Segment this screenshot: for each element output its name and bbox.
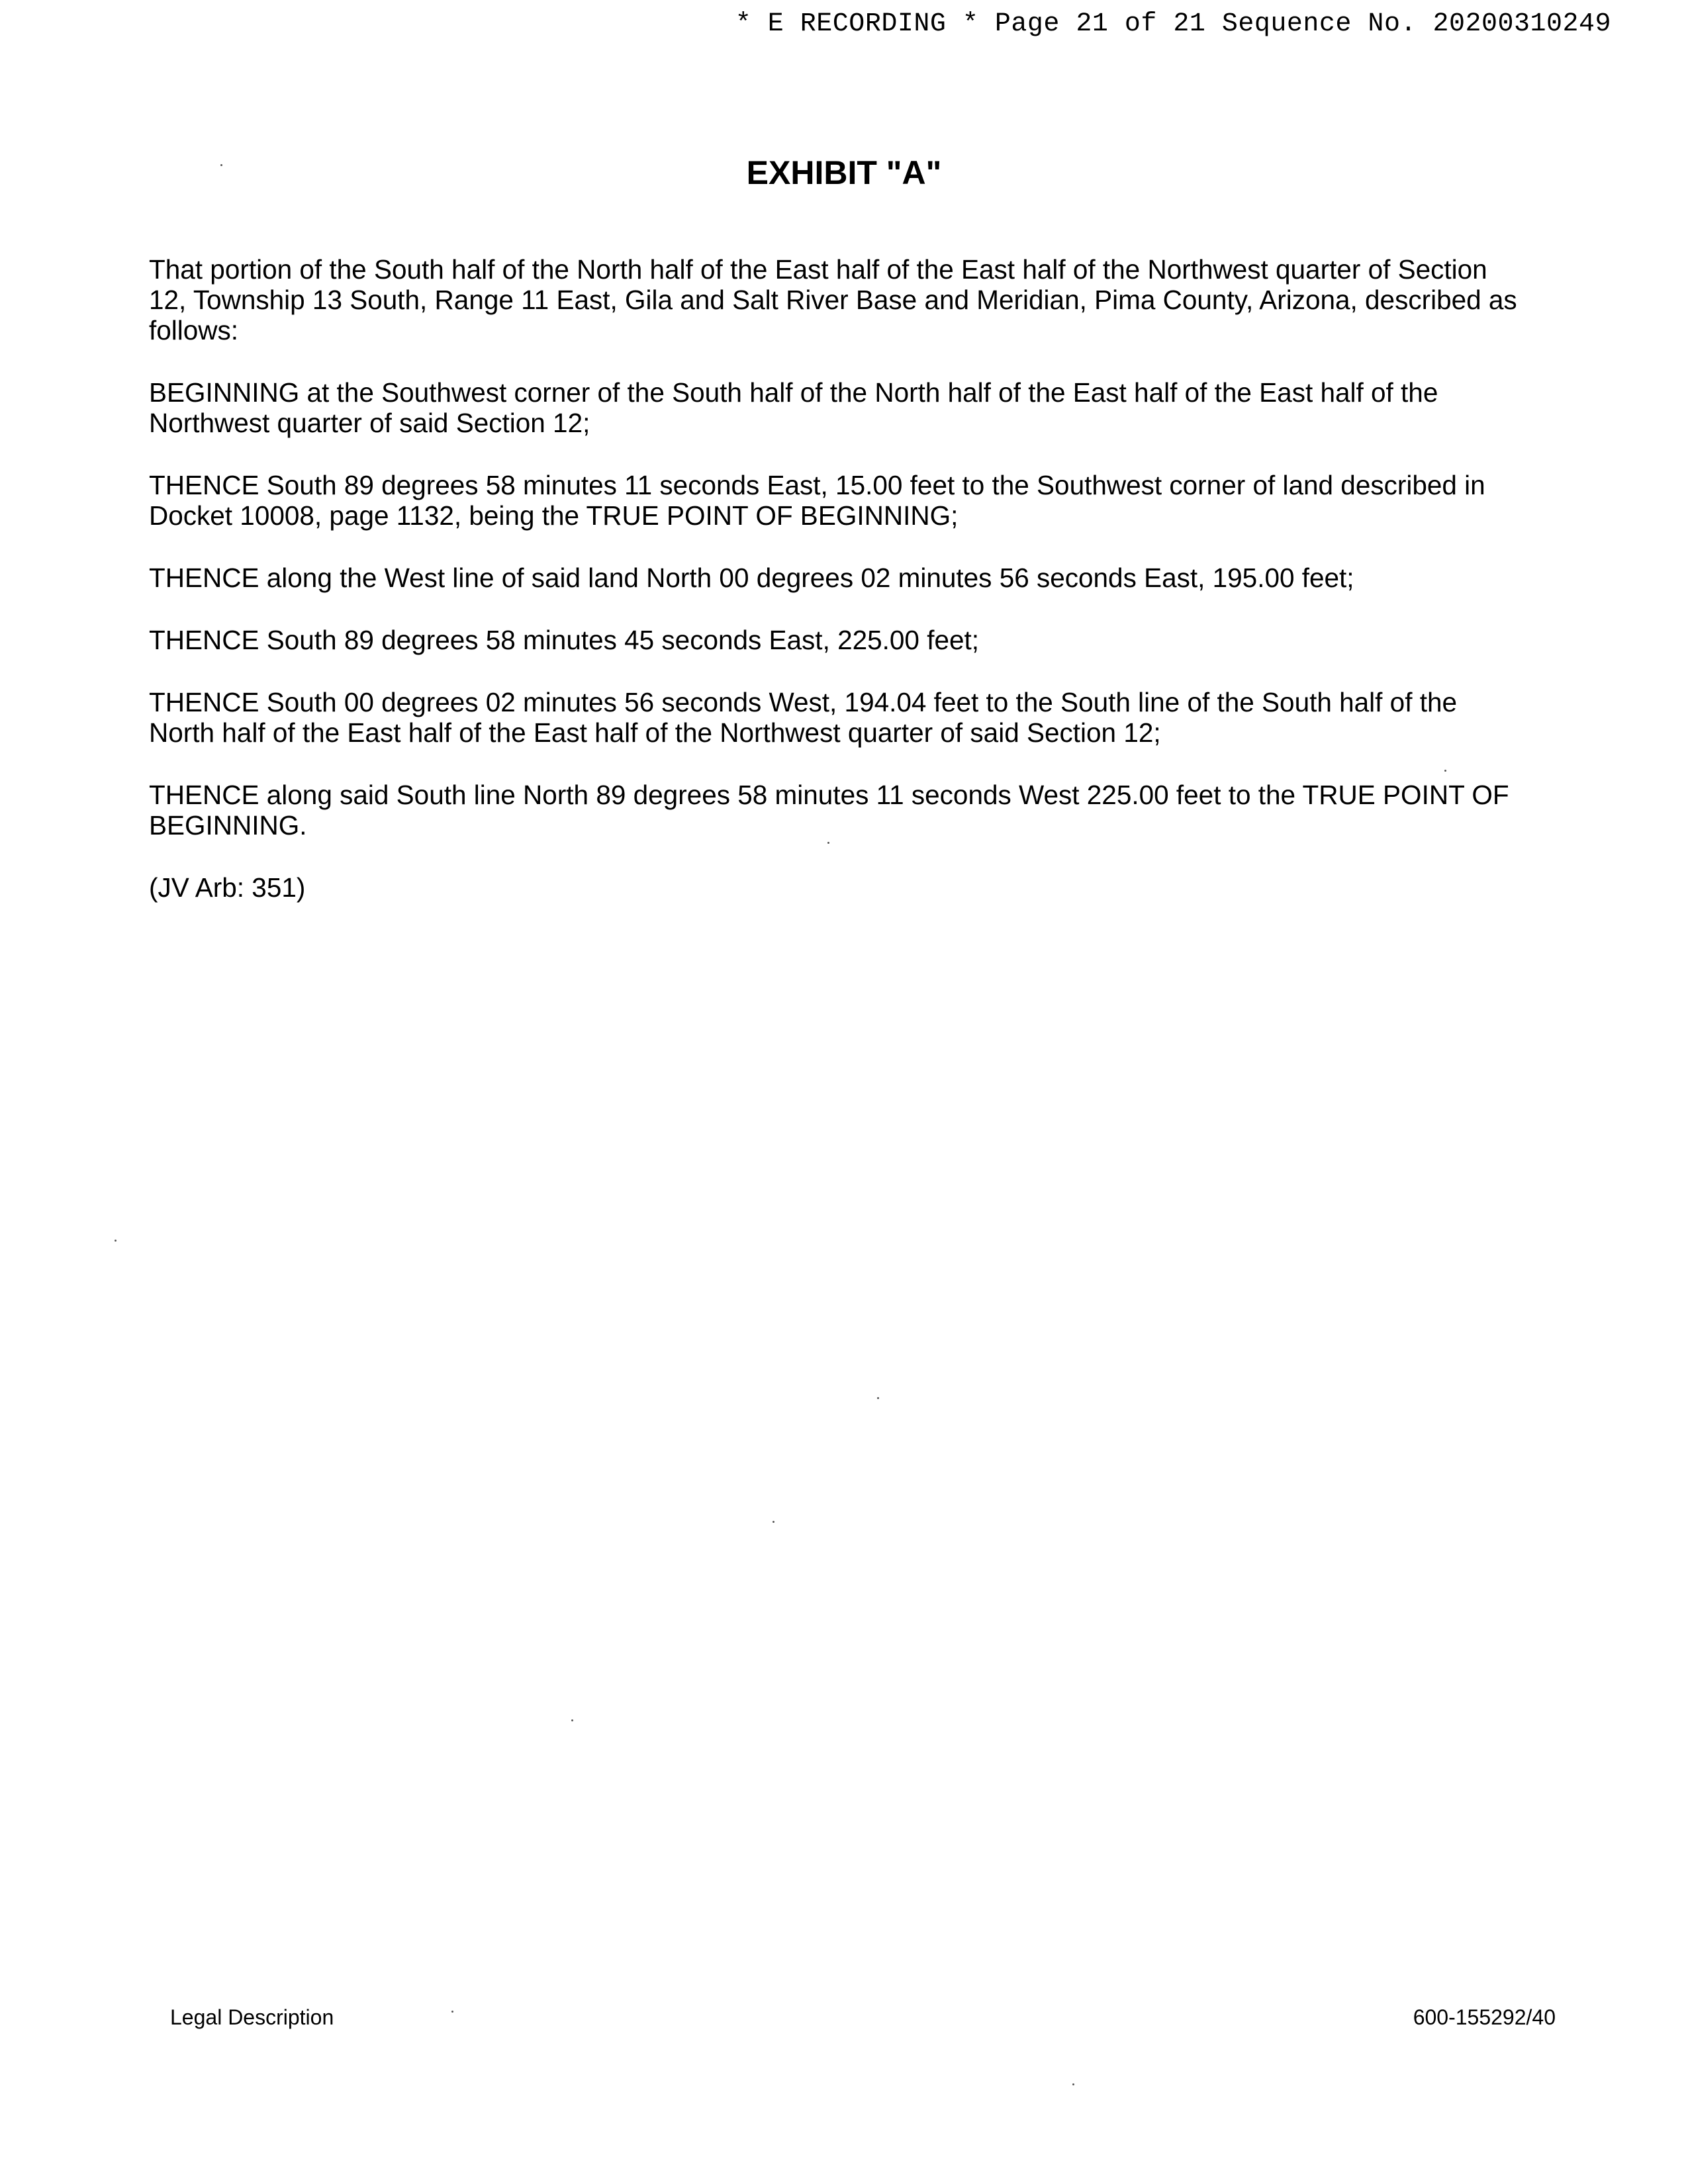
scan-speck [1444, 770, 1446, 772]
scan-speck [773, 1521, 774, 1523]
scan-speck [877, 1397, 879, 1399]
footer-left-label: Legal Description [170, 2005, 334, 2029]
paragraph-reference: (JV Arb: 351) [149, 872, 306, 903]
exhibit-title: EXHIBIT "A" [746, 154, 942, 191]
scan-speck [827, 842, 829, 844]
legal-description-body [149, 254, 1519, 934]
scan-speck [115, 1240, 117, 1242]
paragraph-course-2: THENCE along the West line of said land North 00 degrees 02 minutes 56 seconds East, 195.00 feet; [149, 563, 1354, 593]
scan-speck [1072, 2083, 1074, 2085]
scan-speck [220, 164, 222, 166]
scan-speck [451, 2011, 453, 2013]
scan-speck [571, 1719, 573, 1721]
recording-header: * E RECORDING * Page 21 of 21 Sequence No. 20200310249 [735, 9, 1611, 39]
paragraph-beginning: BEGINNING at the Southwest corner of the South half of the North half of the East half of the East half of the Northwest quarter of said Section 12; [149, 377, 1438, 438]
paragraph-intro: That portion of the South half of the North half of the East half of the East half of the Northwest quarter of Section 12, Township 13 South, Range 11 East, Gila and Salt River Base and Meridian, Pima County, Arizona, described as follows: [149, 254, 1517, 345]
footer-right-label: 600-155292/40 [1413, 2005, 1556, 2029]
paragraph-course-1: THENCE South 89 degrees 58 minutes 11 seconds East, 15.00 feet to the Southwest corner of land described in Docket 10008, page 1132, being the TRUE POINT OF BEGINNING; [149, 470, 1485, 531]
paragraph-course-3: THENCE South 89 degrees 58 minutes 45 seconds East, 225.00 feet; [149, 625, 979, 655]
paragraph-course-4: THENCE South 00 degrees 02 minutes 56 seconds West, 194.04 feet to the South line of the South half of the North half of the East half of the East half of the Northwest quarter of said Section 12; [149, 687, 1457, 748]
paragraph-course-5: THENCE along said South line North 89 degrees 58 minutes 11 seconds West 225.00 feet to the TRUE POINT OF BEGINNING. [149, 780, 1509, 841]
